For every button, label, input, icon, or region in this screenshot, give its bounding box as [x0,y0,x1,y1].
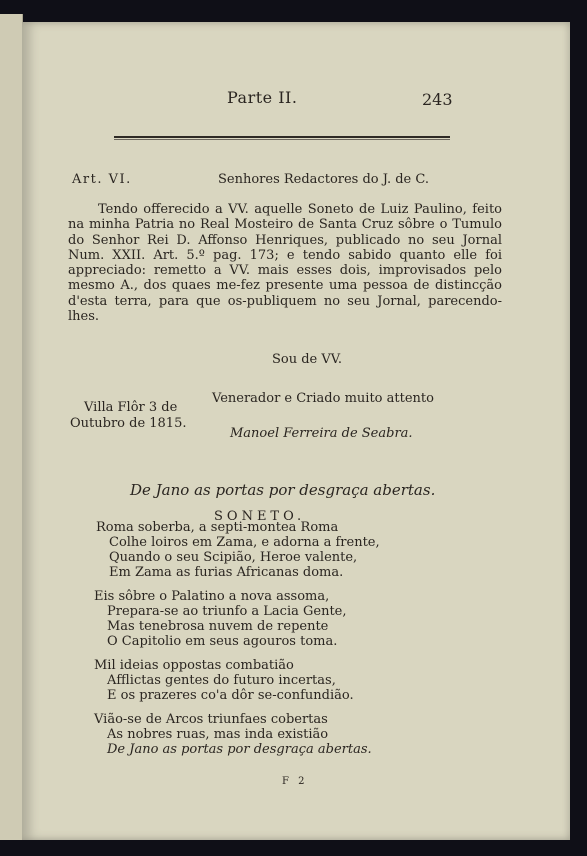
verse-line: De Jano as portas por desgraça abertas. [107,742,372,757]
printer-signature-mark: F 2 [282,776,308,787]
verse-line: Eis sôbre o Palatino a nova assoma, [94,589,330,604]
page-number: 243 [422,90,453,109]
verse-line: Afflictas gentes do futuro incertas, [107,673,336,688]
salutation: Senhores Redactores do J. de C. [218,172,429,187]
poem-title: SONETO. [214,509,306,524]
verse-line: Em Zama as furias Africanas doma. [109,565,344,580]
verse-line: Vião-se de Arcos triunfaes cobertas [94,712,328,727]
previous-page-edge [0,14,23,840]
header-rule-thin [114,139,450,140]
place-date-line-2: Outubro de 1815. [70,416,187,431]
author-signature: Manoel Ferreira de Seabra. [230,426,413,441]
letter-paragraph [68,202,502,324]
verse-line: O Capitolio em seus agouros toma. [107,634,338,649]
letter-paragraph-text: Tendo offerecido a VV. aquelle Soneto de Luiz Paulino, feito na minha Patria no Real Mosteiro de Santa Cruz sôbre o Tumulo do Senhor Rei D. Affonso Henriques, publicado no seu Jornal Num. XXII. Art. 5.º pag. 173; e tendo sabido quanto elle foi appreciado: remetto a VV. mais esses dois, improvisados pelo mesmo A., dos quaes me-fez presente uma pessoa de distincção d'esta terra, para que os-publiquem no seu Jornal, parecendo-lhes. [68,202,502,325]
signoff-line: Venerador e Criado muito attento [212,391,434,406]
verse-line: E os prazeres co'a dôr se-confundião. [107,688,354,703]
book-page [22,22,570,840]
verse-line: Roma soberba, a septi-montea Roma [96,520,339,535]
verse-line: Colhe loiros em Zama, e adorna a frente, [109,535,380,550]
article-label: Art. VI. [72,172,132,187]
verse-line: Mas tenebrosa nuvem de repente [107,619,329,634]
header-rule [114,136,450,138]
verse-line: Quando o seu Scipião, Heroe valente, [109,550,358,565]
running-header-title: Parte II. [227,88,298,107]
verse-line: As nobres ruas, mas inda existião [107,727,329,742]
place-date-line-1: Villa Flôr 3 de [84,400,178,415]
verse-line: Mil ideias oppostas combatião [94,658,294,673]
closing-line: Sou de VV. [272,352,343,367]
poem-epigraph: De Jano as portas por desgraça abertas. [130,481,436,499]
verse-line: Prepara-se ao triunfo a Lacia Gente, [107,604,347,619]
